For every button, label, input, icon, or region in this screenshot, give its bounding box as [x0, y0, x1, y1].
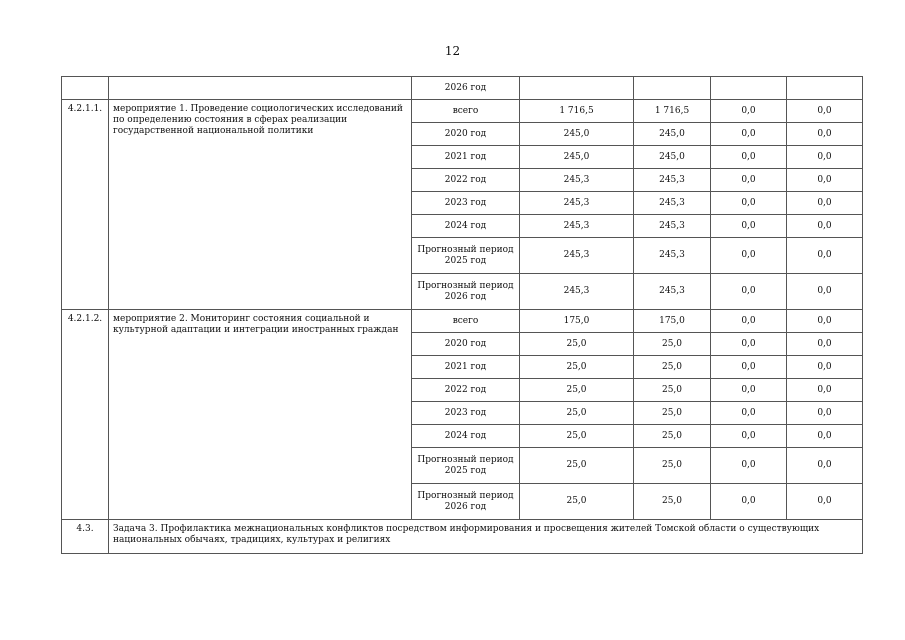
period-cell: всего [412, 100, 520, 123]
federal-cell: 0,0 [711, 215, 787, 238]
period-cell: 2021 год [412, 356, 520, 379]
federal-cell: 0,0 [711, 169, 787, 192]
total-cell: 25,0 [520, 333, 634, 356]
table-row-header-continuation [62, 77, 863, 100]
other-cell: 0,0 [787, 379, 863, 402]
total-cell: 25,0 [520, 425, 634, 448]
task-row [62, 520, 863, 554]
period-cell: Прогнозный период 2026 год [412, 274, 520, 310]
budget-table [61, 76, 863, 554]
federal-cell: 0,0 [711, 333, 787, 356]
federal-cell: 0,0 [711, 356, 787, 379]
regional-cell: 25,0 [634, 484, 711, 520]
other-cell: 0,0 [787, 425, 863, 448]
activity-code: 4.2.1.2. [62, 310, 109, 520]
period-cell: Прогнозный период 2025 год [412, 448, 520, 484]
period-cell: 2026 год [412, 77, 520, 100]
regional-cell: 25,0 [634, 333, 711, 356]
table-row [62, 100, 863, 123]
federal-cell: 0,0 [711, 192, 787, 215]
period-cell: Прогнозный период 2025 год [412, 238, 520, 274]
other-cell: 0,0 [787, 215, 863, 238]
other-cell: 0,0 [787, 402, 863, 425]
total-cell: 245,3 [520, 215, 634, 238]
period-cell: 2023 год [412, 402, 520, 425]
regional-cell: 25,0 [634, 379, 711, 402]
total-cell: 245,3 [520, 169, 634, 192]
total-cell: 25,0 [520, 379, 634, 402]
regional-cell: 25,0 [634, 356, 711, 379]
period-cell: 2020 год [412, 333, 520, 356]
federal-cell: 0,0 [711, 100, 787, 123]
total-cell: 25,0 [520, 448, 634, 484]
regional-cell: 245,3 [634, 274, 711, 310]
total-cell: 245,3 [520, 238, 634, 274]
federal-cell: 0,0 [711, 484, 787, 520]
regional-cell: 25,0 [634, 402, 711, 425]
table-row [62, 310, 863, 333]
federal-cell: 0,0 [711, 425, 787, 448]
period-cell: 2022 год [412, 169, 520, 192]
federal-cell: 0,0 [711, 123, 787, 146]
period-cell: 2020 год [412, 123, 520, 146]
federal-cell: 0,0 [711, 402, 787, 425]
other-cell: 0,0 [787, 274, 863, 310]
period-cell: 2022 год [412, 379, 520, 402]
other-cell: 0,0 [787, 100, 863, 123]
other-cell: 0,0 [787, 484, 863, 520]
other-cell: 0,0 [787, 192, 863, 215]
period-cell: 2023 год [412, 192, 520, 215]
code-cell [62, 77, 109, 100]
other-cell [787, 77, 863, 100]
federal-cell [711, 77, 787, 100]
activity-name: мероприятие 1. Проведение социологических исследований по определению состояния в сферах реализации государственной национальной политики [109, 100, 412, 310]
activity-code: 4.2.1.1. [62, 100, 109, 310]
regional-cell: 245,3 [634, 192, 711, 215]
period-cell: 2024 год [412, 215, 520, 238]
period-cell: всего [412, 310, 520, 333]
period-cell: Прогнозный период 2026 год [412, 484, 520, 520]
total-cell: 245,3 [520, 192, 634, 215]
federal-cell: 0,0 [711, 146, 787, 169]
regional-cell: 245,0 [634, 123, 711, 146]
federal-cell: 0,0 [711, 274, 787, 310]
task-text: Задача 3. Профилактика межнациональных конфликтов посредством информирования и просвещения жителей Томской области о существующих национальных обычаях, традициях, культурах и религиях [109, 520, 863, 554]
total-cell: 25,0 [520, 356, 634, 379]
other-cell: 0,0 [787, 448, 863, 484]
total-cell: 245,0 [520, 146, 634, 169]
task-code: 4.3. [62, 520, 109, 554]
other-cell: 0,0 [787, 310, 863, 333]
regional-cell: 175,0 [634, 310, 711, 333]
regional-cell: 245,3 [634, 238, 711, 274]
activity-name: мероприятие 2. Мониторинг состояния социальной и культурной адаптации и интеграции иностранных граждан [109, 310, 412, 520]
total-cell: 245,3 [520, 274, 634, 310]
federal-cell: 0,0 [711, 379, 787, 402]
regional-cell [634, 77, 711, 100]
total-cell [520, 77, 634, 100]
name-cell [109, 77, 412, 100]
regional-cell: 25,0 [634, 448, 711, 484]
other-cell: 0,0 [787, 333, 863, 356]
total-cell: 1 716,5 [520, 100, 634, 123]
total-cell: 245,0 [520, 123, 634, 146]
total-cell: 25,0 [520, 402, 634, 425]
federal-cell: 0,0 [711, 310, 787, 333]
period-cell: 2021 год [412, 146, 520, 169]
other-cell: 0,0 [787, 169, 863, 192]
other-cell: 0,0 [787, 146, 863, 169]
regional-cell: 245,3 [634, 215, 711, 238]
regional-cell: 25,0 [634, 425, 711, 448]
other-cell: 0,0 [787, 123, 863, 146]
period-cell: 2024 год [412, 425, 520, 448]
total-cell: 25,0 [520, 484, 634, 520]
total-cell: 175,0 [520, 310, 634, 333]
regional-cell: 245,0 [634, 146, 711, 169]
other-cell: 0,0 [787, 238, 863, 274]
federal-cell: 0,0 [711, 448, 787, 484]
other-cell: 0,0 [787, 356, 863, 379]
federal-cell: 0,0 [711, 238, 787, 274]
regional-cell: 245,3 [634, 169, 711, 192]
page-number: 12 [444, 44, 461, 58]
regional-cell: 1 716,5 [634, 100, 711, 123]
